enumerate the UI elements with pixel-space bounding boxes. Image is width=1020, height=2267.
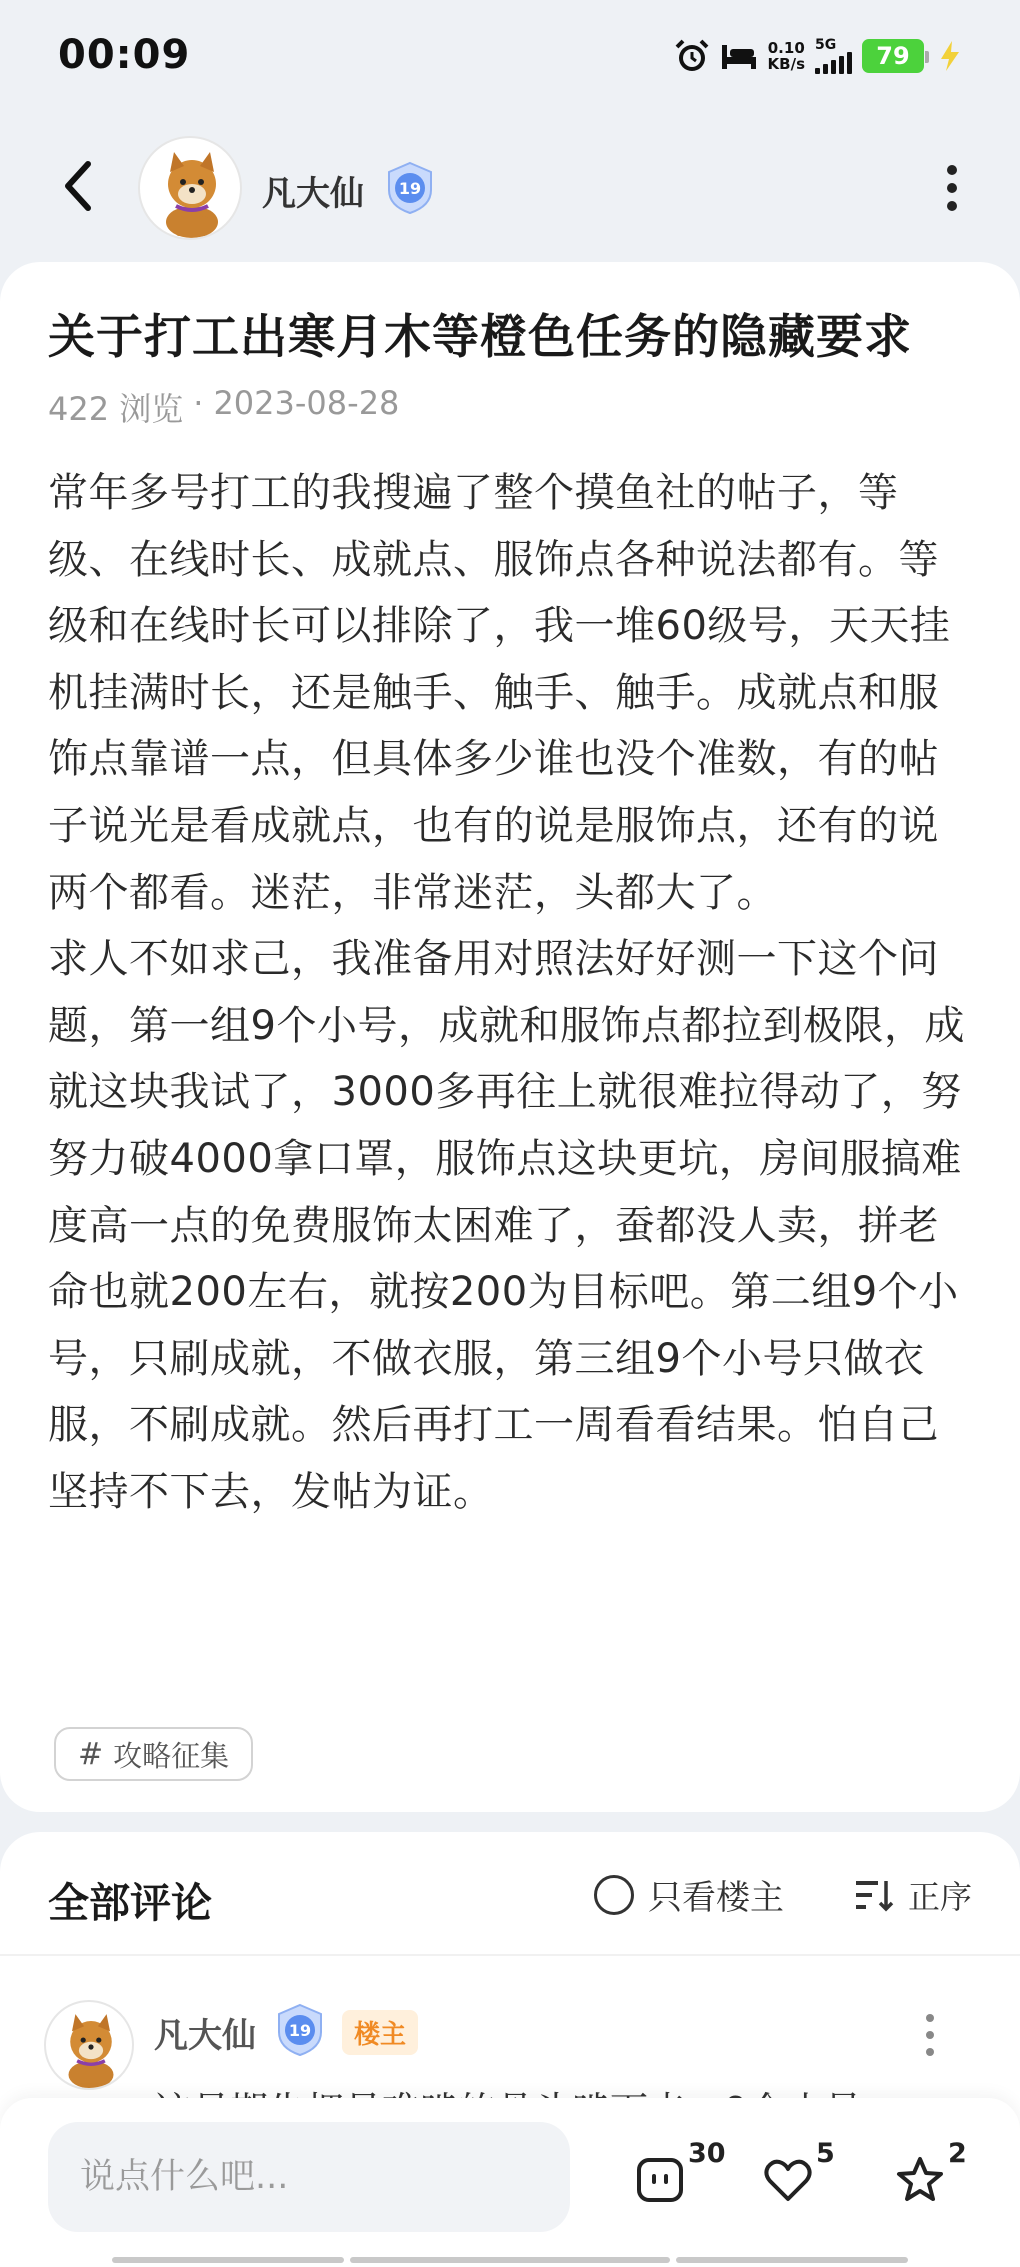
heart-icon: [762, 2154, 814, 2206]
only-host-label: 只看楼主: [648, 1878, 784, 1918]
author-name[interactable]: 凡大仙: [262, 174, 364, 214]
back-arrow-icon[interactable]: [58, 156, 98, 216]
favorite-button[interactable]: [894, 2138, 967, 2206]
post-card: [0, 262, 1020, 1812]
more-vertical-icon[interactable]: [920, 2010, 940, 2060]
alarm-icon: [674, 38, 710, 74]
bottom-action-bar: [0, 2098, 1020, 2267]
author-avatar[interactable]: [138, 136, 242, 240]
post-meta: [48, 384, 399, 430]
shiba-dog-icon: [46, 2002, 134, 2090]
like-count: 5: [816, 2138, 835, 2169]
more-vertical-icon[interactable]: [940, 158, 964, 218]
charging-bolt-icon: [938, 39, 962, 73]
sort-label: 正序: [908, 1878, 973, 1916]
divider: [0, 1954, 1020, 1956]
radio-circle-icon: [594, 1875, 634, 1915]
post-body: [48, 460, 978, 1526]
net-speed: [768, 40, 805, 72]
view-count: 422 浏览: [48, 390, 184, 428]
signal-label: 5G: [815, 37, 837, 53]
status-indicators: [674, 36, 962, 76]
net-speed-value: 0.10: [767, 39, 805, 57]
shiba-dog-icon: [140, 138, 242, 240]
star-icon: [894, 2154, 946, 2206]
host-badge: 楼主: [342, 2010, 418, 2055]
signal-bars-icon: [815, 52, 852, 74]
net-speed-unit: KB/s: [767, 55, 805, 73]
meta-separator: ·: [193, 384, 204, 422]
commenter-name[interactable]: 凡大仙: [154, 2016, 256, 2056]
home-indicator: [0, 2257, 1020, 2267]
sort-icon: [854, 1877, 894, 1913]
post-header: [0, 128, 1020, 248]
post-title: 关于打工出寒月木等橙色任务的隐藏要求: [48, 310, 912, 365]
level-number: 19: [288, 2021, 312, 2040]
level-shield-icon: [274, 2002, 326, 2058]
level-shield-icon: [384, 160, 436, 216]
level-number: 19: [398, 179, 422, 198]
comments-section: [0, 1832, 1020, 2132]
comment-count: 30: [688, 2138, 726, 2169]
topic-tag-label: 攻略征集: [113, 1738, 230, 1773]
hashtag-icon: #: [78, 1736, 104, 1772]
comments-title: 全部评论: [48, 1879, 212, 1927]
post-paragraph: 求人不如求己，我准备用对照法好好测一下这个问题，第一组9个小号，成就和服饰点都拉到极限，成就这块我试了，3000多再往上就很难拉得动了，努努力破4000拿口罩，服饰点这块更坑，房间服搞难度高一点的免费服饰太困难了，蚕都没人卖，拼老命也就200左右，就按200为目标吧。第二组9个小号，只刷成就，不做衣服，第三组9个小号只做衣服，不刷成就。然后再打工一周看看结果。怕自己坚持不下去，发帖为证。: [48, 936, 965, 1515]
status-time: 00:09: [58, 32, 191, 78]
status-bar: [0, 0, 1020, 115]
bed-icon: [720, 41, 758, 71]
post-date: 2023-08-28: [213, 384, 400, 422]
battery-level: 79: [876, 42, 910, 70]
sort-toggle[interactable]: [854, 1872, 972, 1918]
comment-icon: [634, 2154, 686, 2206]
signal-indicator: [815, 38, 852, 74]
comment-input[interactable]: [48, 2122, 570, 2232]
favorite-count: 2: [948, 2138, 967, 2169]
battery-icon: [862, 39, 924, 73]
like-button[interactable]: [762, 2138, 835, 2206]
only-host-toggle[interactable]: [594, 1870, 784, 1919]
topic-tag[interactable]: [54, 1727, 253, 1781]
post-paragraph: 常年多号打工的我搜遍了整个摸鱼社的帖子，等级、在线时长、成就点、服饰点各种说法都有。等级和在线时长可以排除了，我一堆60级号，天天挂机挂满时长，还是触手、触手、触手。成就点和服饰点靠谱一点，但具体多少谁也没个准数，有的帖子说光是看成就点，也有的说是服饰点，还有的说两个都看。迷茫，非常迷茫，头都大了。: [48, 470, 951, 916]
commenter-avatar[interactable]: [44, 2000, 134, 2090]
comment-button[interactable]: [634, 2138, 726, 2206]
